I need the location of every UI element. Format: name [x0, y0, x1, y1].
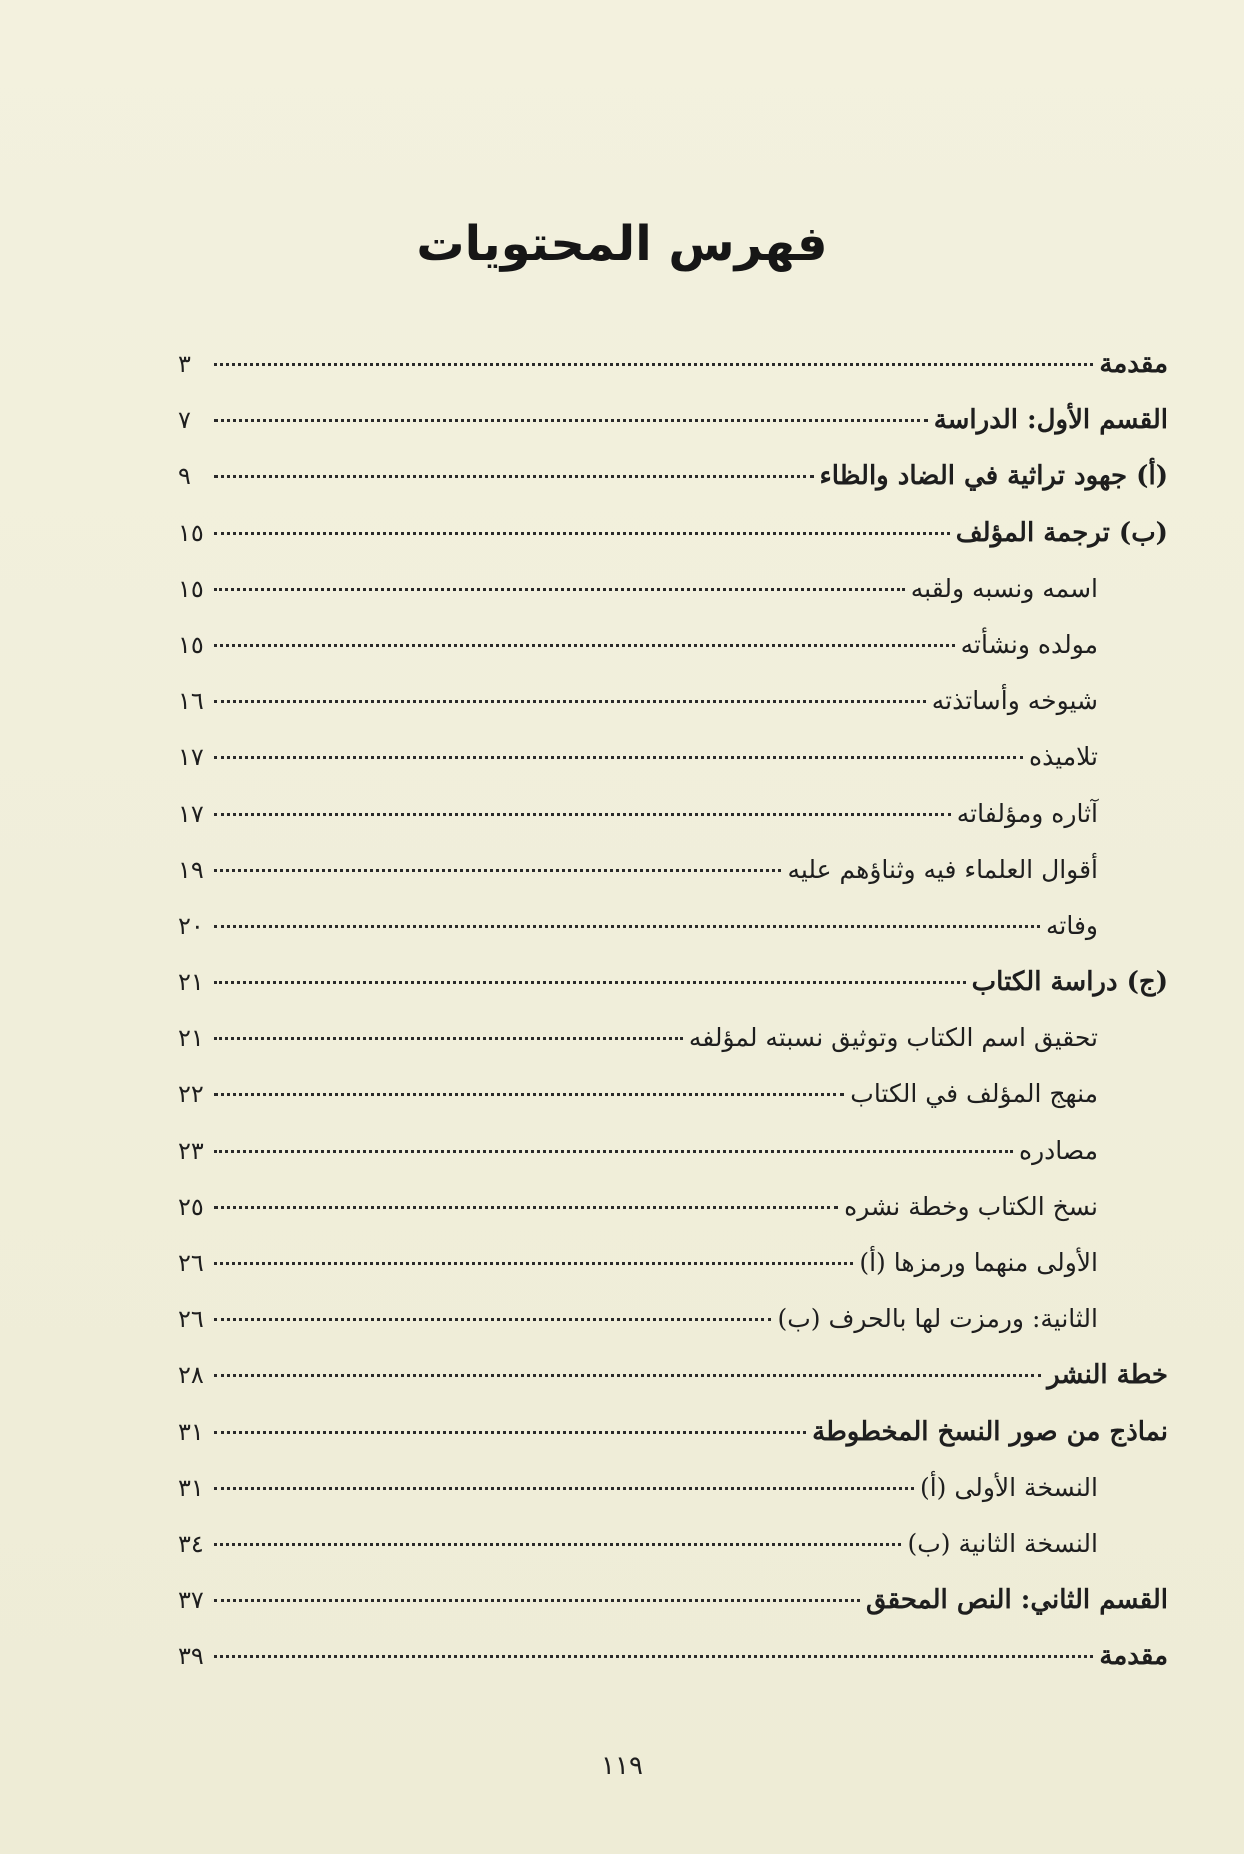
toc-entry-label: تلاميذه [1028, 742, 1098, 772]
dot-leader [214, 813, 951, 816]
toc-entry-page-number: ٢٦ [178, 1305, 204, 1334]
dot-leader [214, 1206, 838, 1209]
toc-entry-label: نماذج من صور النسخ المخطوطة [812, 1416, 1168, 1447]
toc-entry-page-number: ٣٩ [178, 1642, 204, 1671]
dot-leader [214, 1037, 683, 1040]
toc-entry-label: الأولى منهما ورمزها (أ) [859, 1248, 1098, 1277]
toc-entry-page-number: ٢٠ [178, 911, 204, 940]
toc-entry-label: مقدمة [1099, 1641, 1168, 1672]
page-number: ١١٩ [601, 1751, 643, 1781]
dot-leader [214, 981, 966, 984]
toc-entry-page-number: ١٥ [178, 518, 204, 547]
toc-entry-page-number: ٢٨ [178, 1361, 204, 1390]
toc-entry-page-number: ٩ [178, 462, 191, 491]
toc-entry-label: مقدمة [1099, 349, 1168, 379]
toc-entry [178, 1299, 1168, 1355]
dot-leader [214, 588, 905, 591]
dot-leader [214, 925, 1040, 928]
dot-leader [214, 1655, 1093, 1658]
toc-entry-label: القسم الثاني: النص المحقق [865, 1585, 1168, 1616]
dot-leader [214, 1374, 1041, 1377]
toc-entry-label: وفاته [1045, 910, 1098, 940]
toc-entry-label: الثانية: ورمزت لها بالحرف (ب) [777, 1304, 1098, 1334]
toc-entry-label: منهج المؤلف في الكتاب [850, 1079, 1098, 1109]
toc-entry-label: مصادره [1019, 1135, 1098, 1165]
toc-entry-label: أقوال العلماء فيه وثناؤهم عليه [787, 854, 1098, 884]
dot-leader [214, 1431, 806, 1434]
dot-leader [214, 419, 928, 422]
toc-entry [178, 1636, 1168, 1692]
toc-entry [178, 737, 1168, 793]
toc-entry [178, 850, 1168, 906]
dot-leader [214, 869, 781, 872]
toc-entry [178, 1355, 1168, 1411]
toc-entry [178, 456, 1168, 512]
toc-entry-page-number: ٣ [178, 350, 191, 378]
toc-entry [178, 513, 1168, 569]
toc-entry-page-number: ١٥ [178, 574, 204, 603]
toc-entry-page-number: ٣٤ [178, 1529, 204, 1558]
dot-leader [214, 1262, 853, 1265]
toc-entry [178, 962, 1168, 1018]
toc-entry-page-number: ٢١ [178, 1024, 204, 1053]
dot-leader [214, 1093, 844, 1096]
dot-leader [214, 756, 1023, 759]
toc-entry-page-number: ٢٢ [178, 1080, 204, 1109]
toc-entry-page-number: ٢٣ [178, 1136, 204, 1165]
toc-entry [178, 344, 1168, 400]
toc-entry-label: نسخ الكتاب وخطة نشره [844, 1191, 1098, 1221]
dot-leader [214, 1599, 860, 1602]
dot-leader [214, 1487, 914, 1490]
toc-entry-label: القسم الأول: الدراسة [933, 405, 1168, 436]
toc-entry [178, 1468, 1168, 1524]
dot-leader [214, 363, 1093, 366]
toc-entry-page-number: ٣١ [178, 1473, 204, 1502]
toc-entry [178, 794, 1168, 850]
toc-entry-page-number: ١٧ [178, 799, 204, 828]
toc-entry-page-number: ٢٦ [178, 1249, 204, 1277]
toc-entry-page-number: ٢١ [178, 968, 204, 997]
dot-leader [214, 475, 814, 478]
toc-entry-page-number: ١٧ [178, 743, 204, 772]
toc-entry-label: خطة النشر [1047, 1360, 1168, 1391]
toc-entry [178, 1580, 1168, 1636]
toc-entry [178, 400, 1168, 456]
table-of-contents [178, 344, 1168, 1693]
toc-entry-page-number: ٧ [178, 406, 191, 435]
toc-entry-page-number: ٣١ [178, 1417, 204, 1446]
toc-entry [178, 1074, 1168, 1130]
dot-leader [214, 1543, 901, 1546]
toc-entry-page-number: ١٥ [178, 630, 204, 659]
toc-entry-page-number: ١٩ [178, 855, 204, 884]
toc-entry-label: مولده ونشأته [960, 629, 1098, 659]
toc-entry-label: النسخة الأولى (أ) [919, 1472, 1098, 1502]
dot-leader [214, 1318, 771, 1321]
toc-entry [178, 681, 1168, 737]
toc-entry [178, 1131, 1168, 1187]
toc-entry-label: اسمه ونسبه ولقبه [910, 573, 1098, 603]
toc-entry-label: (أ) جهود تراثية في الضاد والظاء [819, 461, 1168, 492]
dot-leader [214, 532, 950, 535]
toc-entry-label: النسخة الثانية (ب) [907, 1528, 1098, 1558]
toc-entry [178, 1018, 1168, 1074]
toc-entry-label: آثاره ومؤلفاته [956, 798, 1098, 828]
dot-leader [214, 700, 926, 703]
toc-entry [178, 1187, 1168, 1243]
toc-entry-page-number: ١٦ [178, 687, 204, 716]
toc-entry [178, 625, 1168, 681]
dot-leader [214, 1150, 1013, 1153]
toc-entry-label: (ج) دراسة الكتاب [971, 967, 1168, 998]
toc-entry [178, 1412, 1168, 1468]
toc-entry-page-number: ٢٥ [178, 1192, 204, 1221]
toc-entry-label: تحقيق اسم الكتاب وتوثيق نسبته لمؤلفه [688, 1023, 1098, 1053]
dot-leader [214, 644, 955, 647]
toc-entry [178, 1524, 1168, 1580]
toc-entry [178, 1243, 1168, 1299]
page-title: فهرس المحتويات [416, 216, 828, 272]
toc-entry [178, 906, 1168, 962]
toc-entry-label: شيوخه وأساتذته [931, 686, 1098, 716]
toc-entry-page-number: ٣٧ [178, 1586, 204, 1615]
toc-entry-label: (ب) ترجمة المؤلف [955, 517, 1168, 548]
toc-entry [178, 569, 1168, 625]
